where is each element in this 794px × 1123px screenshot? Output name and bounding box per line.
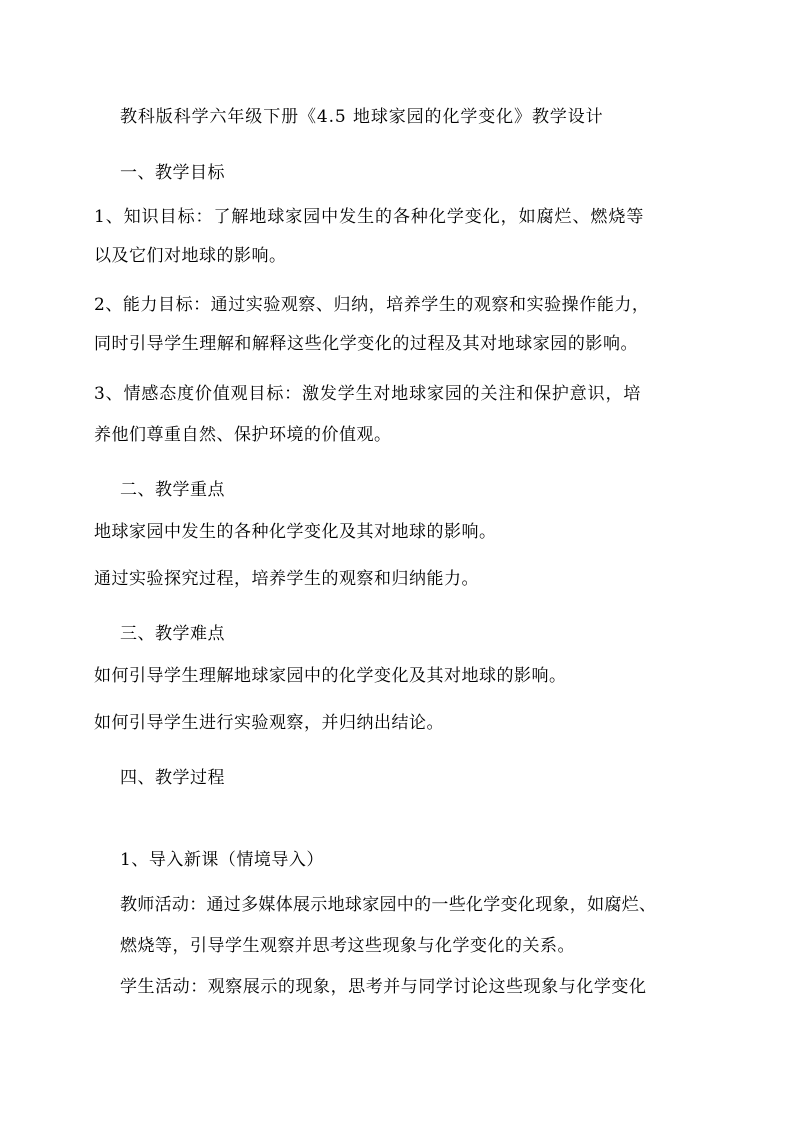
objective-attitude-line-1: 3、情感态度价值观目标：激发学生对地球家园的关注和保护意识，培 [94, 384, 642, 404]
section-heading-objectives: 一、教学目标 [120, 163, 225, 183]
section-heading-difficulties: 三、教学难点 [120, 624, 225, 644]
teacher-activity-line-1: 教师活动：通过多媒体展示地球家园中的一些化学变化现象，如腐烂、 [120, 895, 657, 915]
objective-ability-line-2: 同时引导学生理解和解释这些化学变化的过程及其对地球家园的影响。 [94, 334, 639, 354]
difficulty-2: 如何引导学生进行实验观察，并归纳出结论。 [94, 713, 444, 733]
objective-knowledge-line-2: 以及它们对地球的影响。 [94, 246, 287, 266]
section-heading-process: 四、教学过程 [120, 768, 225, 788]
section-heading-key-points: 二、教学重点 [120, 480, 225, 500]
step-1-heading: 1、导入新课（情境导入） [120, 850, 324, 870]
objective-attitude-line-2: 养他们尊重自然、保护环境的价值观。 [94, 425, 392, 445]
difficulty-1: 如何引导学生理解地球家园中的化学变化及其对地球的影响。 [94, 666, 567, 686]
key-point-1: 地球家园中发生的各种化学变化及其对地球的影响。 [94, 522, 497, 542]
key-point-2: 通过实验探究过程，培养学生的观察和归纳能力。 [94, 569, 479, 589]
document-title: 教科版科学六年级下册《4.5 地球家园的化学变化》教学设计 [120, 107, 604, 127]
teacher-activity-line-2: 燃烧等，引导学生观察并思考这些现象与化学变化的关系。 [120, 936, 575, 956]
objective-knowledge-line-1: 1、知识目标：了解地球家园中发生的各种化学变化，如腐烂、燃烧等 [94, 207, 645, 227]
objective-ability-line-1: 2、能力目标：通过实验观察、归纳，培养学生的观察和实验操作能力， [94, 295, 650, 315]
student-activity-line-1: 学生活动：观察展示的现象，思考并与同学讨论这些现象与化学变化 [120, 977, 647, 997]
